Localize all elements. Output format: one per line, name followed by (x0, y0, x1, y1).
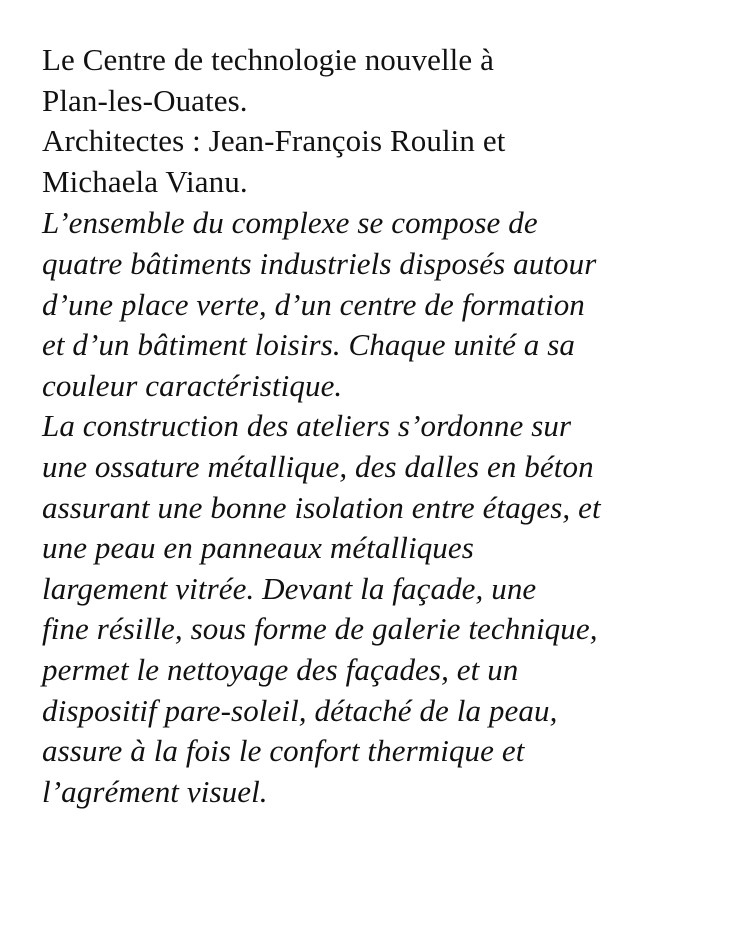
body-line: d’une place verte, d’un centre de formation (42, 286, 585, 322)
body-line: et d’un bâtiment loisirs. Chaque unité a sa (42, 327, 575, 363)
body-line: une ossature métallique, des dalles en béton (42, 448, 594, 484)
body-line: une peau en panneaux métalliques (42, 530, 474, 566)
body-line: assure à la fois le confort thermique et (42, 733, 525, 769)
heading-line: Michaela Vianu. (42, 163, 248, 199)
document-page (42, 40, 712, 812)
body-line: fine résille, sous forme de galerie technique, (42, 611, 598, 647)
heading-line: Le Centre de technologie nouvelle à (42, 42, 494, 77)
body-line: La construction des ateliers s’ordonne sur (42, 408, 572, 444)
description-paragraph (42, 203, 712, 812)
heading-line: Architectes : Jean-François Roulin et (42, 123, 506, 159)
body-line: couleur caractéristique. (42, 367, 343, 403)
heading-line: Plan-les-Ouates. (42, 82, 248, 118)
body-line: l’agrément visuel. (42, 773, 268, 809)
body-line: assurant une bonne isolation entre étages, et (42, 489, 601, 525)
body-line: L’ensemble du complexe se compose de (42, 205, 538, 241)
body-line: largement vitrée. Devant la façade, une (42, 570, 537, 606)
body-line: quatre bâtiments industriels disposés autour (42, 245, 597, 281)
body-line: dispositif pare-soleil, détaché de la peau, (42, 692, 558, 728)
body-line: permet le nettoyage des façades, et un (42, 651, 519, 687)
caption-heading (42, 40, 712, 202)
